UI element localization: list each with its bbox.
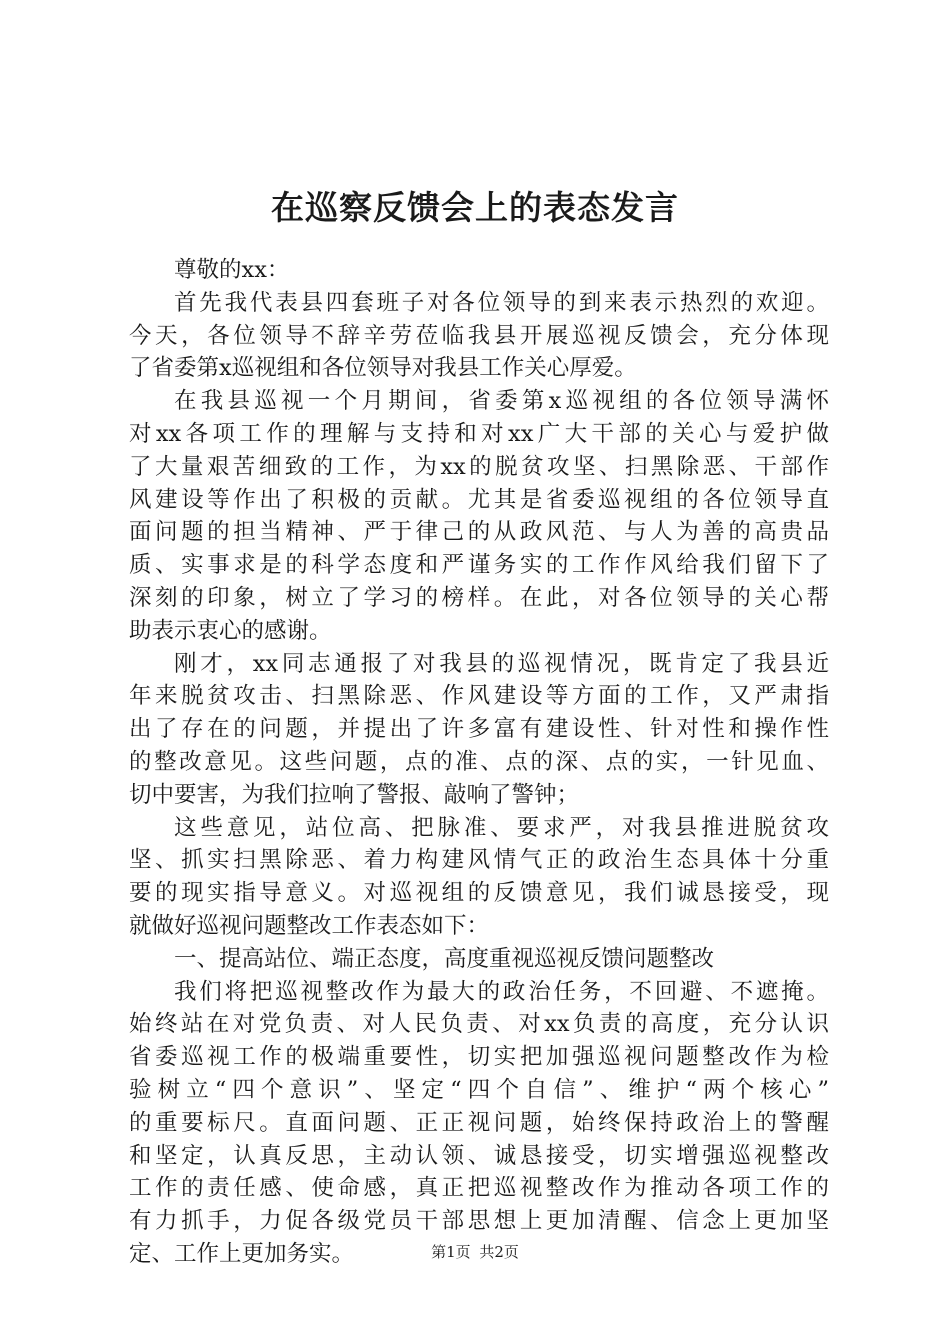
text-line: 刚才，xx同志通报了对我县的巡视情况，既肯定了我县近 <box>174 650 829 677</box>
text-line: 始终站在对党负责、对人民负责、对xx负责的高度，充分认识 <box>129 1011 829 1038</box>
page-number: 第1页 <box>431 1243 471 1261</box>
text-line: 坚、抓实扫黑除恶、着力构建风情气正的政治生态具体十分重 <box>129 847 829 874</box>
text-line: 要的现实指导意义。对巡视组的反馈意见，我们诚恳接受，现 <box>129 880 829 907</box>
text-line: 了省委第x巡视组和各位领导对我县工作关心厚爱。 <box>129 355 637 382</box>
text-line: 和坚定，认真反思，主动认领、诚恳接受，切实增强巡视整改 <box>129 1142 829 1169</box>
text-line: 今天，各位领导不辞辛劳莅临我县开展巡视反馈会，充分体现 <box>129 322 829 349</box>
text-line: 深刻的印象，树立了学习的榜样。在此，对各位领导的关心帮 <box>129 584 829 611</box>
text-line: 对xx各项工作的理解与支持和对xx广大干部的关心与爱护做 <box>129 420 829 447</box>
text-line: 尊敬的xx： <box>174 257 290 283</box>
text-line: 工作的责任感、使命感，真正把巡视整改作为推动各项工作的 <box>129 1175 829 1202</box>
page-footer <box>0 1240 950 1264</box>
text-line: 风建设等作出了积极的贡献。尤其是省委巡视组的各位领导直 <box>129 486 829 513</box>
text-line: 一、提高站位、端正态度，高度重视巡视反馈问题整改 <box>174 945 715 972</box>
text-line: 我们将把巡视整改作为最大的政治任务，不回避、不遮掩。 <box>174 978 829 1005</box>
text-line: 定、工作上更加务实。 <box>129 1240 355 1267</box>
text-line: 质、实事求是的科学态度和严谨务实的工作作风给我们留下了 <box>129 552 829 579</box>
text-line: 首先我代表县四套班子对各位领导的到来表示热烈的欢迎。 <box>174 289 829 316</box>
text-line: 助表示衷心的感谢。 <box>129 617 332 644</box>
text-line: 的整改意见。这些问题，点的准、点的深、点的实，一针见血、 <box>129 748 829 775</box>
document-body <box>129 254 829 1271</box>
text-line: 出了存在的问题，并提出了许多富有建设性、针对性和操作性 <box>129 716 829 743</box>
text-line: 在我县巡视一个月期间，省委第x巡视组的各位领导满怀 <box>174 388 829 415</box>
text-line: 有力抓手，力促各级党员干部思想上更加清醒、信念上更加坚 <box>129 1208 829 1235</box>
text-line: 了大量艰苦细致的工作，为xx的脱贫攻坚、扫黑除恶、干部作 <box>129 453 829 480</box>
text-line: 年来脱贫攻击、扫黑除恶、作风建设等方面的工作，又严肃指 <box>129 683 829 710</box>
text-line: 就做好巡视问题整改工作表态如下： <box>129 912 490 939</box>
text-line: 这些意见，站位高、把脉准、要求严，对我县推进脱贫攻 <box>174 814 829 841</box>
document-title: 在巡察反馈会上的表态发言 <box>271 188 679 227</box>
text-line: 的重要标尺。直面问题、正正视问题，始终保持政治上的警醒 <box>129 1109 829 1136</box>
text-line: 验树立“四个意识”、坚定“四个自信”、维护“两个核心” <box>129 1076 829 1103</box>
text-line: 面问题的担当精神、严于律己的从政风范、与人为善的高贵品 <box>129 519 829 546</box>
text-line: 省委巡视工作的极端重要性，切实把加强巡视问题整改作为检 <box>129 1044 829 1071</box>
page-total: 共2页 <box>479 1243 519 1261</box>
text-line: 切中要害，为我们拉响了警报、敲响了警钟； <box>129 781 580 808</box>
